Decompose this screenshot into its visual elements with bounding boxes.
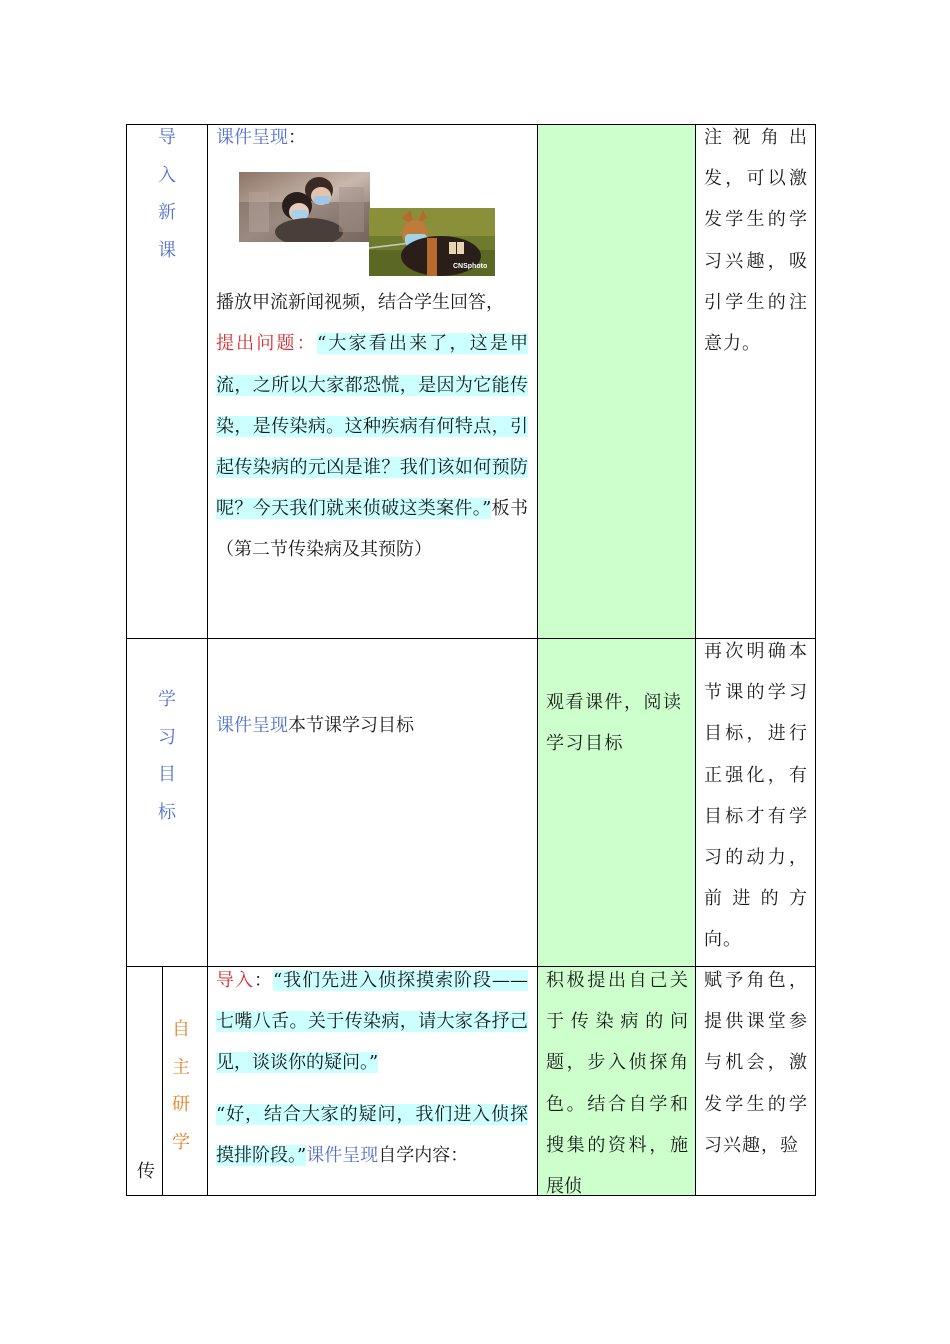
goals-courseware-label: 课件呈现	[216, 715, 288, 736]
second-paragraph	[216, 1094, 528, 1176]
second-courseware-label: 课件呈现	[306, 1144, 379, 1166]
goals-design: 再次明确本节课的学习目标，进行正强化，有目标才有学习的动力，前进的方向。	[704, 641, 808, 951]
goals-student: 观看课件，阅读学习目标	[546, 692, 683, 755]
second-text: “好，结合大家的疑问，我们进入侦探摸排阶段。”	[216, 1103, 528, 1166]
intro-question	[216, 323, 528, 570]
selfstudy-student: 积极提出自己关于传染病的问题，步入侦探角色。结合自学和搜集的资料，施展侦	[546, 970, 688, 1198]
lead-paragraph: 导入：“我们先进入侦探摸索阶段——七嘴八舌。关于传染病，请大家各抒己见，谈谈你的疑问。”	[216, 970, 529, 1074]
question-text: “大家看出来了，这是甲流，之所以大家都恐慌，是因为它能传染，是传染病。这种疾病有何特点，引起传染病的元凶是谁？我们该如何预防呢？今天我们就来侦破这类案件。”	[216, 333, 529, 520]
photo-watermark: CNSphoto	[453, 263, 488, 270]
col-divider-3	[695, 124, 696, 1196]
selfstudy-content	[216, 960, 528, 1176]
student-cell-bg-intro	[538, 125, 695, 638]
table-border-right	[815, 124, 816, 1196]
question-label: 提出问题：	[216, 333, 317, 355]
courseware-line: 课件呈现：	[216, 127, 306, 148]
lead-text: “我们先进入侦探摸索阶段——七嘴八舌。关于传染病，请大家各抒己见，谈谈你的疑问。”	[216, 970, 529, 1074]
col-divider-2	[537, 124, 538, 1196]
table-border-bottom	[126, 1195, 816, 1196]
second-tail: 自学内容：	[378, 1144, 469, 1166]
col-divider-1	[207, 124, 208, 1196]
goals-content	[216, 705, 528, 746]
row-title-selfstudy: 自 主 研 学	[172, 1019, 190, 1153]
row-title-intro: 导 入 新 课	[158, 127, 176, 261]
outer-title-char: 传	[137, 1161, 155, 1182]
intro-para-1: 播放甲流新闻视频，结合学生回答，	[216, 292, 504, 314]
board-text: 板书（第二节传染病及其预防）	[216, 498, 529, 561]
table-border-left	[126, 124, 127, 1196]
dog-mask-photo	[369, 208, 495, 276]
lesson-plan-table	[126, 124, 816, 1196]
goals-text: 本节课学习目标	[288, 715, 414, 736]
selfstudy-design: 赋予角色，提供课堂参与机会，激发学生的学习兴趣，验	[704, 970, 808, 1156]
lead-label: 导入	[216, 970, 254, 991]
subcol-divider	[162, 966, 163, 1196]
row-title-goals: 学 习 目 标	[158, 689, 176, 823]
child-mask-photo	[239, 172, 370, 242]
intro-design: 注视角出发，可以激发学生的学习兴趣，吸引学生的注意力。	[704, 127, 808, 355]
courseware-label: 课件呈现	[216, 127, 288, 148]
